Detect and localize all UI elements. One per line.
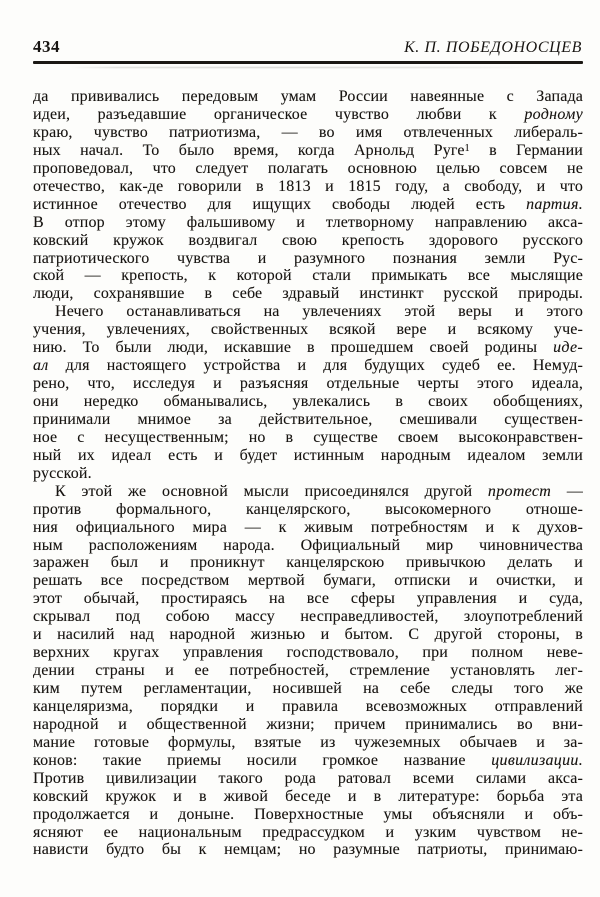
text-line: [33, 734, 583, 752]
text-segment: нию. То были люди, искавшие в прошедшем своей родины: [33, 339, 554, 357]
text-segment: против формального, канцелярского, высокомерного отноше-: [33, 500, 583, 518]
text-segment: учения, увлечениях, свойственных всякой вере и всякому уче-: [33, 321, 583, 339]
text-line: [33, 501, 583, 519]
italic-text: родному: [524, 106, 583, 124]
text-segment: —: [551, 482, 583, 500]
text-line: [33, 267, 583, 285]
text-line: [33, 321, 583, 339]
text-segment: заражен был и проникнут канцелярскою привычкою делать и: [33, 554, 583, 572]
text-line: [33, 626, 583, 644]
text-segment: да прививались передовым умам России навеянные с Запада: [33, 88, 583, 106]
text-segment: дении страны и ее потребностей, стремление установлять лег-: [33, 662, 583, 680]
text-line: [33, 519, 583, 537]
text-line: [33, 375, 583, 393]
text-segment: ковский кружок воздвигал свою крепость здорового русского: [33, 231, 583, 249]
text-line: [33, 644, 583, 662]
text-segment: верхних кругах управления господствовало, при полном неве-: [33, 644, 583, 662]
text-line: [33, 698, 583, 716]
text-line: [33, 411, 583, 429]
text-line: [33, 285, 583, 303]
text-segment: ковский кружок и в живой беседе и в литературе: борьба эта: [33, 787, 583, 805]
text-segment: В отпор этому фальшивому и тлетворному направлению акса-: [33, 213, 583, 231]
text-segment: ное с несущественным; но в существе своем высоконравствен-: [33, 428, 583, 446]
text-line: [33, 806, 583, 824]
text-segment: люди, сохранявшие в себе здравый инстинкт русской природы.: [33, 285, 583, 303]
italic-text: цивилизации.: [491, 751, 583, 769]
text-line: [33, 124, 583, 142]
text-segment: они нередко обманывались, увлекались в своих обобщениях,: [33, 393, 583, 411]
text-line: [33, 716, 583, 734]
text-line: [33, 393, 583, 411]
text-segment: нависти будто бы к немцам; но разумные патриоты, принимаю-: [33, 841, 583, 859]
text-segment: ния официального мира — к живым потребностям и к духов-: [33, 518, 583, 536]
text-line: [33, 178, 583, 196]
text-line: [33, 770, 583, 788]
text-line: [33, 483, 583, 501]
text-line: [33, 608, 583, 626]
italic-text: ал: [33, 357, 49, 375]
text-line: [33, 590, 583, 608]
text-line: [33, 554, 583, 572]
text-segment: для настоящего устройства и для будущих судеб ее. Немуд-: [48, 357, 583, 375]
text-line: [33, 662, 583, 680]
text-line: [33, 465, 583, 483]
italic-text: протест: [487, 482, 552, 500]
text-segment: патриотического чувства и разумного познания земли Рус-: [33, 249, 583, 267]
header-rule: [33, 61, 583, 64]
text-block: [0, 68, 600, 859]
text-segment: канцеляризма, порядки и правила всевозможных отправлений: [33, 697, 583, 715]
text-line: [33, 357, 583, 375]
page-number: 434: [33, 37, 60, 56]
text-segment: идеи, разъедавшие органическое чувство любви к: [33, 106, 525, 124]
running-header: [0, 0, 600, 57]
text-segment: ким путем регламентации, носившей на себе следы того же: [33, 680, 583, 698]
text-line: [33, 142, 583, 160]
text-segment: мание готовые формулы, взятые из чужеземных обычаев и за-: [33, 733, 583, 751]
text-line: [33, 824, 583, 842]
text-segment: в Германии: [469, 141, 583, 159]
text-line: [33, 196, 583, 214]
text-segment: рено, что, исследуя и разъясняя отдельные черты этого идеала,: [33, 375, 583, 393]
text-segment: краю, чувство патриотизма, — во имя отвлеченных либераль-: [33, 123, 583, 141]
text-line: [33, 680, 583, 698]
italic-text: партия.: [526, 195, 583, 213]
text-segment: конов: такие приемы носили громкое название: [33, 751, 492, 769]
text-segment: решать все посредством мертвой бумаги, отписки и очистки, и: [33, 572, 583, 590]
text-line: [33, 232, 583, 250]
text-line: [33, 841, 583, 859]
text-line: [33, 429, 583, 447]
text-segment: Нечего останавливаться на увлечениях этой веры и этого: [55, 303, 583, 321]
text-segment: русской.: [33, 464, 92, 482]
text-line: [33, 88, 583, 106]
text-line: [33, 106, 583, 124]
text-line: [33, 160, 583, 178]
footnote-marker: 1: [464, 142, 470, 154]
text-segment: Против цивилизации такого рода ратовал всеми силами акса-: [33, 769, 583, 787]
text-segment: продолжается и доныне. Поверхностные умы объясняли и объ-: [33, 805, 583, 823]
text-segment: ской — крепость, к которой стали примыкать все мыслящие: [33, 267, 583, 285]
text-segment: скрывал под собою массу несправедливостей, злоупотреблений: [33, 608, 583, 626]
text-line: [33, 537, 583, 555]
text-segment: проповедовал, что следует полагать основною целью совсем не: [33, 159, 583, 177]
text-segment: ясняют ее национальным предрассудком и узким чувством не-: [33, 823, 583, 841]
text-line: [33, 214, 583, 232]
text-line: [33, 447, 583, 465]
header-rule-scan-echo: [70, 67, 540, 69]
text-line: [33, 788, 583, 806]
text-segment: принимали мнимое за действительное, смешивали существен-: [33, 410, 583, 428]
text-segment: истинное отечество для ищущих свободы людей есть: [33, 195, 527, 213]
text-segment: народной и общественной жизни; причем принимались во вни-: [33, 715, 583, 733]
running-head-author: К. П. ПОБЕДОНОСЦЕВ: [404, 39, 582, 56]
text-line: [33, 572, 583, 590]
text-segment: этот обычай, простираясь на все сферы управления и суда,: [33, 590, 583, 608]
text-segment: ных начал. То было время, когда Арнольд Руге: [33, 141, 465, 159]
text-line: [33, 339, 583, 357]
text-segment: ный их идеал есть и будет истинным народным идеалом земли: [33, 446, 583, 464]
italic-text: иде-: [553, 339, 583, 357]
text-segment: отечество, как-де говорили в 1813 и 1815 году, а свободу, и что: [33, 177, 583, 195]
text-line: [33, 752, 583, 770]
text-segment: и насилий над народной жизнью и бытом. С другой стороны, в: [33, 626, 583, 644]
text-line: [33, 303, 583, 321]
text-segment: К этой же основной мысли присоединялся другой: [55, 482, 488, 500]
text-line: [33, 250, 583, 268]
text-segment: ным расположениям народа. Официальный мир чиновничества: [33, 536, 583, 554]
